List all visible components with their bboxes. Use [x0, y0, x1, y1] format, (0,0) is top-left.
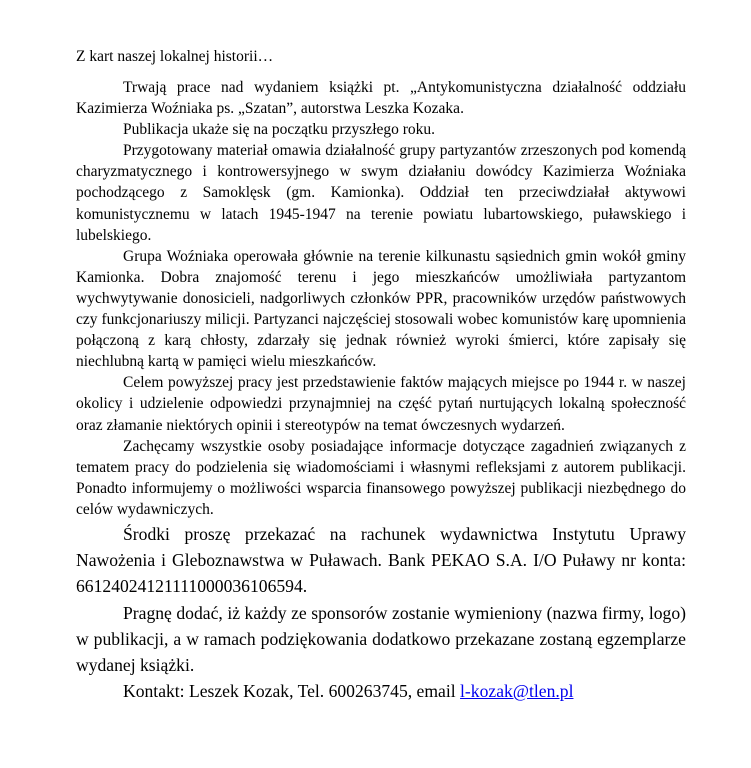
paragraph-announcement: Trwają prace nad wydaniem książki pt. „Antykomunistyczna działalność oddziału Kazimierza Woźniaka ps. „Szatan”, autorstwa Leszka Kozaka. — [76, 79, 686, 118]
paragraph-sponsors: Pragnę dodać, iż każdy ze sponsorów zostanie wymieniony (nazwa firmy, logo) w publikacji, a w ramach podziękowania dodatkowo przekazane zostaną egzemplarze wydanej książki. — [76, 602, 686, 675]
contact-line — [76, 678, 686, 704]
paragraph-call-for-information: Zachęcamy wszystkie osoby posiadające informacje dotyczące zagadnień związanych z tematem pracy do podzielenia się wiadomościami i własnymi refleksjami z autorem publikacji. Ponadto informujemy o możliwości wsparcia finansowego powyższej publikacji niezbędnego do celów wydawniczych. — [76, 437, 686, 518]
body-section-small — [76, 77, 686, 520]
paragraph-publication-date: Publikacja ukaże się na początku przyszłego roku. — [123, 121, 436, 139]
paragraph-bank-account: Środki proszę przekazać na rachunek wydawnictwa Instytutu Uprawy Nawożenia i Gleboznawstwa w Puławach. Bank PEKAO S.A. I/O Puławy nr konta: 66124024121111000036106594. — [76, 523, 686, 597]
paragraph-work-goal: Celem powyższej pracy jest przedstawienie faktów mających miejsce po 1944 r. w naszej okolicy i udzielenie odpowiedzi przynajmniej na część pytań nurtujących lokalną społeczność oraz złamanie niektórych opinii i stereotypów na temat ówczesnych wydarzeń. — [76, 374, 686, 434]
body-section-large — [76, 521, 686, 704]
document-page — [76, 46, 686, 704]
document-heading: Z kart naszej lokalnej historii… — [76, 48, 274, 65]
contact-text: Kontakt: Leszek Kozak, Tel. 600263745, email — [123, 681, 461, 702]
email-link[interactable]: l-kozak@tlen.pl — [460, 681, 574, 702]
paragraph-material-description: Przygotowany materiał omawia działalność grupy partyzantów zrzeszonych pod komendą charyzmatycznego i kontrowersyjnego w swym działaniu dowódcy Kazimierza Woźniaka pochodzącego z Samoklęsk (gm. Kamionka). Oddział ten przeciwdziałał aktywowi komunistycznemu w latach 1945-1947 na terenie powiatu lubartowskiego, puławskiego i lubelskiego. — [76, 142, 686, 244]
paragraph-group-operations: Grupa Woźniaka operowała głównie na terenie kilkunastu sąsiednich gmin wokół gminy Kamionka. Dobra znajomość terenu i jego mieszkańców umożliwiała partyzantom wychwytywanie donosicieli, nadgorliwych członków PPR, pracowników urzędów państwowych czy funkcjonariuszy milicji. Partyzanci najczęściej stosowali wobec komunistów karę upomnienia połączoną z karą chłosty, zdarzały się jednak również wyroki śmierci, które zapisały się niechlubną kartą w pamięci wielu mieszkańców. — [76, 247, 686, 371]
